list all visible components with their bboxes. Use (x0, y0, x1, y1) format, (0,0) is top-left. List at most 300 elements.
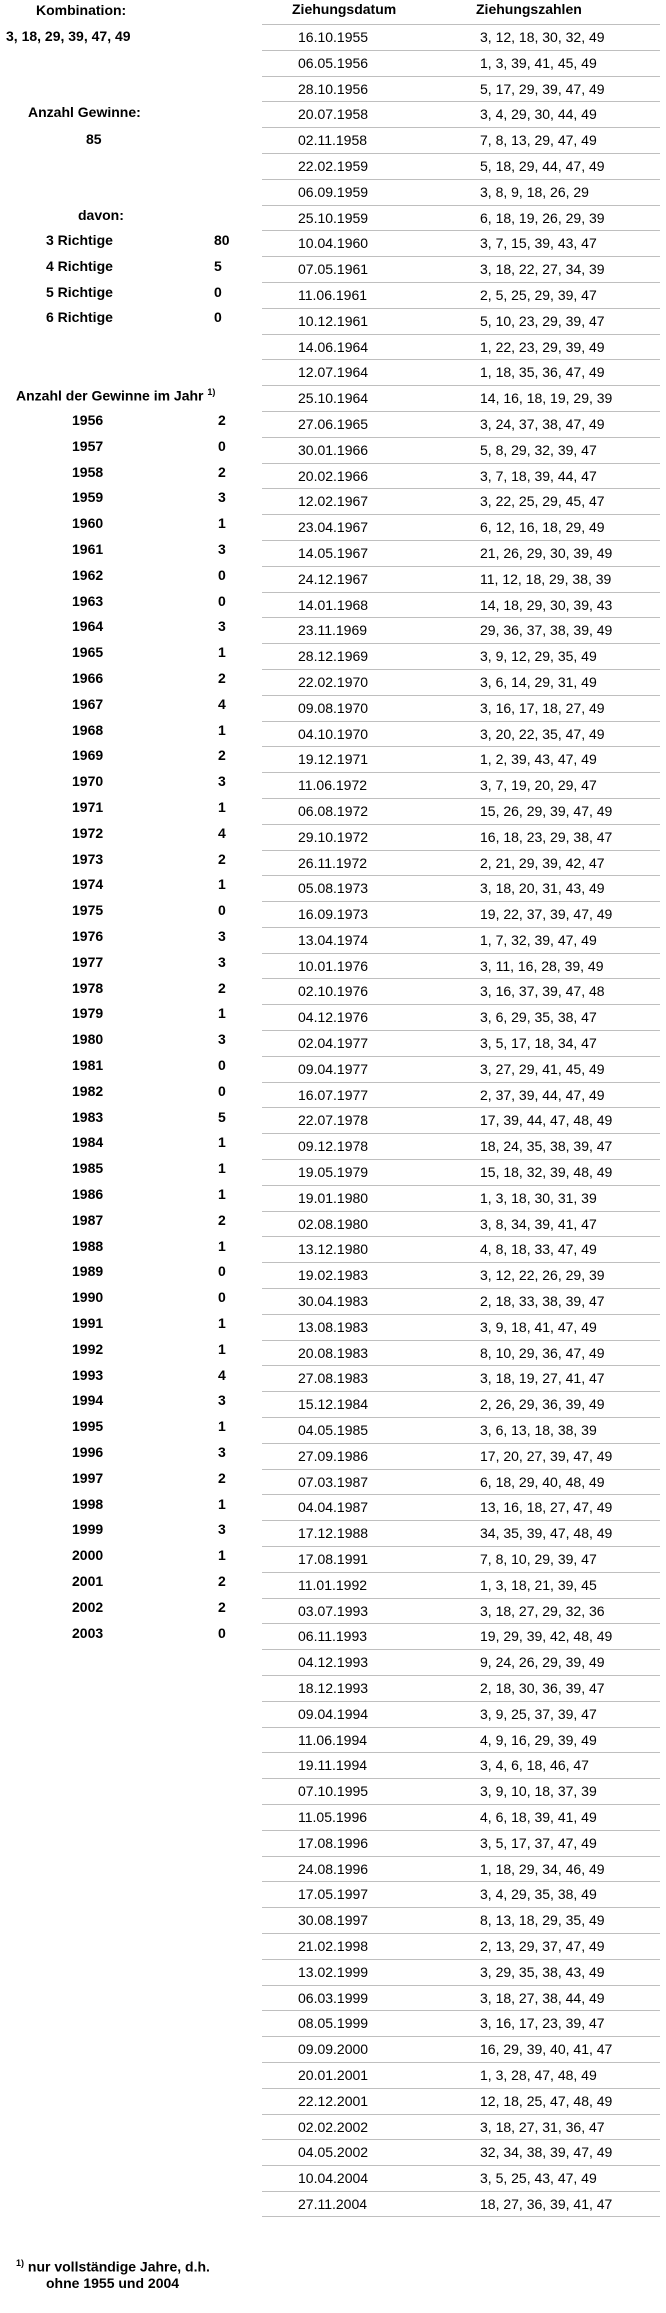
year-value: 1994 (72, 1392, 104, 1409)
draw-date: 24.12.1967 (298, 570, 369, 587)
draw-numbers: 3, 7, 15, 39, 43, 47 (480, 235, 597, 252)
year-value: 1989 (72, 1263, 104, 1280)
draw-date: 19.11.1994 (298, 1757, 368, 1774)
year-value: 1970 (72, 773, 104, 790)
year-value: 1993 (72, 1366, 104, 1383)
draw-numbers: 5, 18, 29, 44, 47, 49 (480, 157, 605, 174)
table-row (262, 1417, 660, 1443)
table-row (262, 282, 660, 308)
draw-date: 10.01.1976 (298, 957, 369, 974)
col-date-header: Ziehungsdatum (292, 1, 397, 17)
davon-item-count: 0 (214, 283, 222, 300)
year-row (0, 408, 262, 434)
year-value: 1998 (72, 1495, 104, 1512)
year-value: 1992 (72, 1340, 104, 1357)
year-row (0, 924, 262, 950)
draw-numbers: 3, 6, 14, 29, 31, 49 (480, 673, 597, 690)
year-row (0, 485, 262, 511)
table-row (262, 1546, 660, 1572)
year-row (0, 511, 262, 537)
table-row (262, 1830, 660, 1856)
draw-date: 07.05.1961 (298, 261, 369, 278)
year-count: 0 (218, 1289, 226, 1306)
year-value: 1978 (72, 979, 104, 996)
draw-date: 04.10.1970 (298, 725, 369, 742)
draw-numbers: 2, 18, 33, 38, 39, 47 (480, 1293, 605, 1310)
draw-date: 30.08.1997 (298, 1912, 369, 1929)
year-count: 1 (218, 1160, 226, 1177)
draw-date: 20.08.1983 (298, 1344, 369, 1361)
draw-date: 02.04.1977 (298, 1035, 369, 1052)
year-row (0, 847, 262, 873)
draw-numbers: 3, 18, 19, 27, 41, 47 (480, 1370, 605, 1387)
year-count: 1 (218, 876, 226, 893)
year-row (0, 460, 262, 486)
draws-table (262, 0, 660, 2217)
year-count: 2 (218, 1598, 226, 1615)
draw-date: 23.04.1967 (298, 519, 369, 536)
table-row (262, 50, 660, 76)
year-count: 1 (218, 1005, 226, 1022)
table-row (262, 153, 660, 179)
year-row (0, 898, 262, 924)
year-row (0, 769, 262, 795)
year-row (0, 1595, 262, 1621)
table-row (262, 1314, 660, 1340)
draw-numbers: 3, 5, 17, 18, 34, 47 (480, 1035, 597, 1052)
year-count: 1 (218, 1134, 226, 1151)
year-value: 2001 (72, 1573, 104, 1589)
draw-date: 22.07.1978 (298, 1112, 369, 1129)
draw-date: 02.02.2002 (298, 2118, 369, 2135)
draw-numbers: 3, 9, 10, 18, 37, 39 (480, 1783, 597, 1800)
draw-date: 20.02.1966 (298, 467, 369, 484)
per-year-title (16, 387, 215, 404)
table-row (262, 24, 660, 50)
year-count: 1 (218, 1340, 226, 1357)
table-row (262, 205, 660, 231)
table-row (262, 1804, 660, 1830)
table-row (262, 1881, 660, 1907)
draw-date: 17.12.1988 (298, 1525, 369, 1542)
year-value: 1979 (72, 1005, 104, 1022)
draw-numbers: 29, 36, 37, 38, 39, 49 (480, 622, 613, 639)
table-row (262, 1933, 660, 1959)
year-count: 0 (218, 592, 226, 609)
draw-numbers: 3, 27, 29, 41, 45, 49 (480, 1060, 605, 1077)
draw-date: 19.02.1983 (298, 1267, 369, 1284)
draw-date: 30.04.1983 (298, 1293, 369, 1310)
table-row (262, 334, 660, 360)
year-value: 1973 (72, 850, 104, 867)
draw-numbers: 8, 10, 29, 36, 47, 49 (480, 1344, 605, 1361)
year-value: 1959 (72, 489, 104, 506)
table-row (262, 2036, 660, 2062)
table-row (262, 617, 660, 643)
draw-numbers: 3, 18, 22, 27, 34, 39 (480, 261, 605, 278)
year-value: 1988 (72, 1237, 104, 1254)
draw-numbers: 3, 6, 29, 35, 38, 47 (480, 1009, 597, 1026)
draw-numbers: 19, 29, 39, 42, 48, 49 (480, 1628, 613, 1645)
draw-numbers: 3, 18, 20, 31, 43, 49 (480, 880, 605, 897)
year-value: 1996 (72, 1444, 104, 1460)
davon-item-label: 6 Richtige (46, 309, 113, 326)
table-row (262, 746, 660, 772)
draw-numbers: 2, 21, 29, 39, 42, 47 (480, 854, 605, 871)
year-row (0, 1543, 262, 1569)
draw-numbers: 11, 12, 18, 29, 38, 39 (480, 570, 612, 587)
year-row (0, 1517, 262, 1543)
draw-date: 12.02.1967 (298, 493, 369, 510)
draw-date: 19.01.1980 (298, 1189, 369, 1206)
year-row (0, 1105, 262, 1131)
draw-date: 10.12.1961 (298, 312, 369, 329)
draw-numbers: 32, 34, 38, 39, 47, 49 (480, 2144, 613, 2161)
year-value: 1965 (72, 644, 104, 661)
draw-date: 06.05.1956 (298, 54, 369, 71)
table-row (262, 1701, 660, 1727)
year-count: 1 (218, 1315, 226, 1331)
table-row (262, 540, 660, 566)
table-row (262, 514, 660, 540)
table-row (262, 1262, 660, 1288)
table-row (262, 721, 660, 747)
table-row (262, 437, 660, 463)
table-row (262, 2062, 660, 2088)
year-row (0, 537, 262, 563)
draw-date: 24.08.1996 (298, 1860, 369, 1877)
year-value: 1983 (72, 1108, 104, 1125)
year-count: 1 (218, 515, 226, 532)
table-row (262, 2010, 660, 2036)
davon-item-label: 5 Richtige (46, 283, 113, 300)
year-row (0, 1414, 262, 1440)
year-count: 2 (218, 1469, 226, 1486)
year-value: 1974 (72, 876, 104, 893)
year-count: 5 (218, 1108, 226, 1125)
draw-date: 28.12.1969 (298, 648, 369, 665)
year-value: 1957 (72, 437, 104, 454)
draw-numbers: 3, 5, 17, 37, 47, 49 (480, 1834, 597, 1851)
draw-numbers: 16, 29, 39, 40, 41, 47 (480, 2041, 613, 2058)
table-row (262, 2139, 660, 2165)
year-value: 1980 (72, 1031, 104, 1048)
draw-date: 16.09.1973 (298, 906, 369, 923)
draw-numbers: 3, 9, 25, 37, 39, 47 (480, 1705, 597, 1722)
draw-numbers: 6, 18, 19, 26, 29, 39 (480, 209, 605, 226)
year-row (0, 640, 262, 666)
year-count: 2 (218, 412, 226, 428)
table-row (262, 1907, 660, 1933)
footnote-mark-bottom: 1) (16, 2258, 25, 2268)
year-row (0, 1053, 262, 1079)
year-row (0, 692, 262, 718)
year-value: 2000 (72, 1547, 104, 1564)
year-value: 1987 (72, 1211, 104, 1228)
table-row (262, 953, 660, 979)
table-row (262, 76, 660, 102)
draw-numbers: 7, 8, 13, 29, 47, 49 (480, 132, 597, 149)
year-count: 3 (218, 541, 226, 557)
year-value: 2003 (72, 1624, 104, 1641)
draw-numbers: 1, 18, 35, 36, 47, 49 (480, 364, 605, 381)
year-value: 1999 (72, 1521, 104, 1538)
draw-date: 04.12.1976 (298, 1009, 369, 1026)
year-count: 3 (218, 928, 226, 944)
draw-numbers: 3, 18, 27, 31, 36, 47 (480, 2118, 605, 2135)
anzahl-gewinne-value: 85 (86, 131, 102, 147)
draw-date: 22.02.1970 (298, 673, 369, 690)
draw-numbers: 3, 12, 18, 30, 32, 49 (480, 29, 605, 45)
table-row (262, 1572, 660, 1598)
table-row (262, 643, 660, 669)
draw-numbers: 15, 26, 29, 39, 47, 49 (480, 802, 613, 819)
year-count: 0 (218, 566, 226, 583)
draw-numbers: 2, 37, 39, 44, 47, 49 (480, 1086, 605, 1103)
draw-numbers: 12, 18, 25, 47, 48, 49 (480, 2092, 613, 2109)
draw-numbers: 3, 22, 25, 29, 45, 47 (480, 493, 605, 510)
draw-date: 25.10.1964 (298, 390, 369, 407)
year-value: 1981 (72, 1057, 104, 1073)
year-row (0, 718, 262, 744)
draw-numbers: 6, 18, 29, 40, 48, 49 (480, 1473, 605, 1490)
table-row (262, 1391, 660, 1417)
draw-date: 07.03.1987 (298, 1473, 369, 1490)
table-row (262, 1107, 660, 1133)
year-row (0, 1234, 262, 1260)
table-row (262, 1494, 660, 1520)
year-count: 4 (218, 695, 226, 712)
year-value: 1971 (72, 799, 104, 815)
table-row (262, 1598, 660, 1624)
year-value: 1966 (72, 670, 104, 686)
draw-numbers: 5, 8, 29, 32, 39, 47 (480, 441, 597, 458)
draw-numbers: 3, 29, 35, 38, 43, 49 (480, 1963, 605, 1980)
draw-numbers: 1, 18, 29, 34, 46, 49 (480, 1860, 605, 1877)
table-row (262, 1082, 660, 1108)
draw-numbers: 2, 26, 29, 36, 39, 49 (480, 1396, 605, 1413)
draw-date: 02.10.1976 (298, 983, 369, 1000)
draw-numbers: 14, 16, 18, 19, 29, 39 (480, 390, 613, 407)
table-row (262, 798, 660, 824)
draw-numbers: 3, 24, 37, 38, 47, 49 (480, 415, 605, 432)
year-value: 1969 (72, 747, 104, 764)
draws-table-body (262, 24, 660, 2217)
draw-numbers: 3, 18, 27, 29, 32, 36 (480, 1602, 605, 1619)
year-count: 1 (218, 1186, 226, 1202)
draw-date: 05.08.1973 (298, 880, 369, 897)
table-row (262, 1030, 660, 1056)
draw-date: 13.12.1980 (298, 1241, 369, 1258)
year-count: 0 (218, 902, 226, 919)
draw-numbers: 13, 16, 18, 27, 47, 49 (480, 1499, 613, 1516)
year-count: 4 (218, 824, 226, 841)
year-value: 1960 (72, 515, 104, 532)
table-row (262, 850, 660, 876)
draw-date: 27.08.1983 (298, 1370, 369, 1387)
year-row (0, 1130, 262, 1156)
year-value: 2002 (72, 1598, 104, 1615)
draw-numbers: 14, 18, 29, 30, 39, 43 (480, 596, 613, 613)
draw-date: 04.05.1985 (298, 1422, 369, 1439)
draw-numbers: 3, 6, 13, 18, 38, 39 (480, 1422, 597, 1439)
year-count: 0 (218, 437, 226, 454)
draw-numbers: 4, 6, 18, 39, 41, 49 (480, 1808, 597, 1825)
draw-numbers: 1, 3, 18, 21, 39, 45 (480, 1576, 597, 1593)
table-row (262, 359, 660, 385)
year-count: 2 (218, 747, 226, 764)
year-row (0, 1208, 262, 1234)
year-value: 1956 (72, 412, 104, 428)
draw-date: 12.07.1964 (298, 364, 369, 381)
year-row (0, 743, 262, 769)
draw-date: 11.06.1994 (298, 1731, 368, 1748)
year-row (0, 563, 262, 589)
draw-numbers: 3, 5, 25, 43, 47, 49 (480, 2170, 597, 2187)
draw-date: 11.01.1992 (298, 1576, 368, 1593)
draw-numbers: 7, 8, 10, 29, 39, 47 (480, 1551, 597, 1568)
footnote (16, 2258, 210, 2291)
table-row (262, 1469, 660, 1495)
table-row (262, 1985, 660, 2011)
draw-date: 23.11.1969 (298, 622, 368, 639)
draw-numbers: 3, 4, 29, 30, 44, 49 (480, 106, 597, 123)
year-count: 2 (218, 979, 226, 996)
draw-numbers: 16, 18, 23, 29, 38, 47 (480, 828, 613, 845)
year-row (0, 950, 262, 976)
draw-numbers: 15, 18, 32, 39, 48, 49 (480, 1164, 613, 1181)
draw-numbers: 3, 16, 37, 39, 47, 48 (480, 983, 605, 1000)
year-count: 3 (218, 1521, 226, 1538)
draw-numbers: 4, 9, 16, 29, 39, 49 (480, 1731, 597, 1748)
draw-numbers: 5, 17, 29, 39, 47, 49 (480, 80, 605, 97)
table-row (262, 256, 660, 282)
year-count: 2 (218, 1211, 226, 1228)
year-row (0, 1182, 262, 1208)
table-row (262, 1778, 660, 1804)
draw-numbers: 9, 24, 26, 29, 39, 49 (480, 1654, 605, 1671)
year-count: 1 (218, 1547, 226, 1564)
draw-date: 10.04.2004 (298, 2170, 369, 2187)
year-value: 1991 (72, 1315, 104, 1331)
draw-date: 17.05.1997 (298, 1886, 369, 1903)
draw-date: 13.02.1999 (298, 1963, 369, 1980)
table-row (262, 2114, 660, 2140)
davon-item-count: 80 (214, 232, 230, 248)
year-row (0, 795, 262, 821)
year-row (0, 1079, 262, 1105)
draw-date: 13.08.1983 (298, 1318, 369, 1335)
year-count: 2 (218, 1573, 226, 1589)
draw-numbers: 34, 35, 39, 47, 48, 49 (480, 1525, 613, 1542)
draw-date: 10.04.1960 (298, 235, 369, 252)
draw-numbers: 1, 22, 23, 29, 39, 49 (480, 338, 605, 355)
year-count: 3 (218, 618, 226, 635)
table-row (262, 1004, 660, 1030)
year-row (0, 1388, 262, 1414)
year-row (0, 1311, 262, 1337)
year-value: 1982 (72, 1082, 104, 1099)
draw-date: 27.09.1986 (298, 1447, 369, 1464)
draw-numbers: 2, 5, 25, 29, 39, 47 (480, 286, 597, 303)
draw-numbers: 8, 13, 18, 29, 35, 49 (480, 1912, 605, 1929)
year-row (0, 1337, 262, 1363)
table-row (262, 127, 660, 153)
table-row (262, 411, 660, 437)
year-count: 4 (218, 1366, 226, 1383)
year-value: 1986 (72, 1186, 104, 1202)
table-row (262, 2191, 660, 2217)
draw-numbers: 3, 18, 27, 38, 44, 49 (480, 1989, 605, 2006)
draw-date: 06.03.1999 (298, 1989, 369, 2006)
year-row (0, 1569, 262, 1595)
draw-numbers: 3, 4, 29, 35, 38, 49 (480, 1886, 597, 1903)
year-row (0, 614, 262, 640)
davon-item-count: 5 (214, 257, 222, 274)
table-row (262, 1288, 660, 1314)
table-row (262, 1752, 660, 1778)
draw-numbers: 3, 11, 16, 28, 39, 49 (480, 957, 604, 974)
draw-date: 17.08.1996 (298, 1834, 369, 1851)
year-row (0, 1027, 262, 1053)
year-count: 0 (218, 1082, 226, 1099)
table-row (262, 308, 660, 334)
year-row (0, 589, 262, 615)
year-value: 1968 (72, 721, 104, 738)
draw-date: 20.01.2001 (298, 2066, 369, 2083)
year-row (0, 1156, 262, 1182)
year-row (0, 1259, 262, 1285)
table-row (262, 230, 660, 256)
table-row (262, 1727, 660, 1753)
draw-date: 06.11.1993 (298, 1628, 368, 1645)
year-row (0, 434, 262, 460)
year-row (0, 1001, 262, 1027)
table-row (262, 1675, 660, 1701)
year-count: 2 (218, 463, 226, 480)
draw-date: 06.09.1959 (298, 183, 369, 200)
kombination-label: Kombination: (36, 2, 127, 18)
year-count: 3 (218, 773, 226, 790)
year-value: 1963 (72, 592, 104, 609)
year-count: 0 (218, 1057, 226, 1073)
draw-numbers: 18, 24, 35, 38, 39, 47 (480, 1138, 613, 1155)
table-row (262, 488, 660, 514)
draw-date: 04.05.2002 (298, 2144, 369, 2161)
table-row (262, 1340, 660, 1366)
davon-item-label: 4 Richtige (46, 257, 113, 274)
draw-date: 09.08.1970 (298, 699, 369, 716)
draw-date: 25.10.1959 (298, 209, 369, 226)
draw-numbers: 1, 3, 18, 30, 31, 39 (480, 1189, 597, 1206)
table-row (262, 772, 660, 798)
draw-numbers: 17, 39, 44, 47, 48, 49 (480, 1112, 613, 1129)
draw-numbers: 3, 9, 18, 41, 47, 49 (480, 1318, 597, 1335)
draw-date: 14.06.1964 (298, 338, 369, 355)
draw-date: 07.10.1995 (298, 1783, 369, 1800)
year-value: 1990 (72, 1289, 104, 1306)
footnote-line1: nur vollständige Jahre, d.h. (27, 2258, 210, 2275)
year-row (0, 1285, 262, 1311)
draw-date: 27.06.1965 (298, 415, 369, 432)
draw-date: 30.01.1966 (298, 441, 369, 458)
year-count: 1 (218, 1237, 226, 1254)
year-value: 1958 (72, 463, 104, 480)
table-row (262, 1236, 660, 1262)
table-row (262, 824, 660, 850)
draw-date: 22.12.2001 (298, 2092, 369, 2109)
year-value: 1976 (72, 928, 104, 944)
